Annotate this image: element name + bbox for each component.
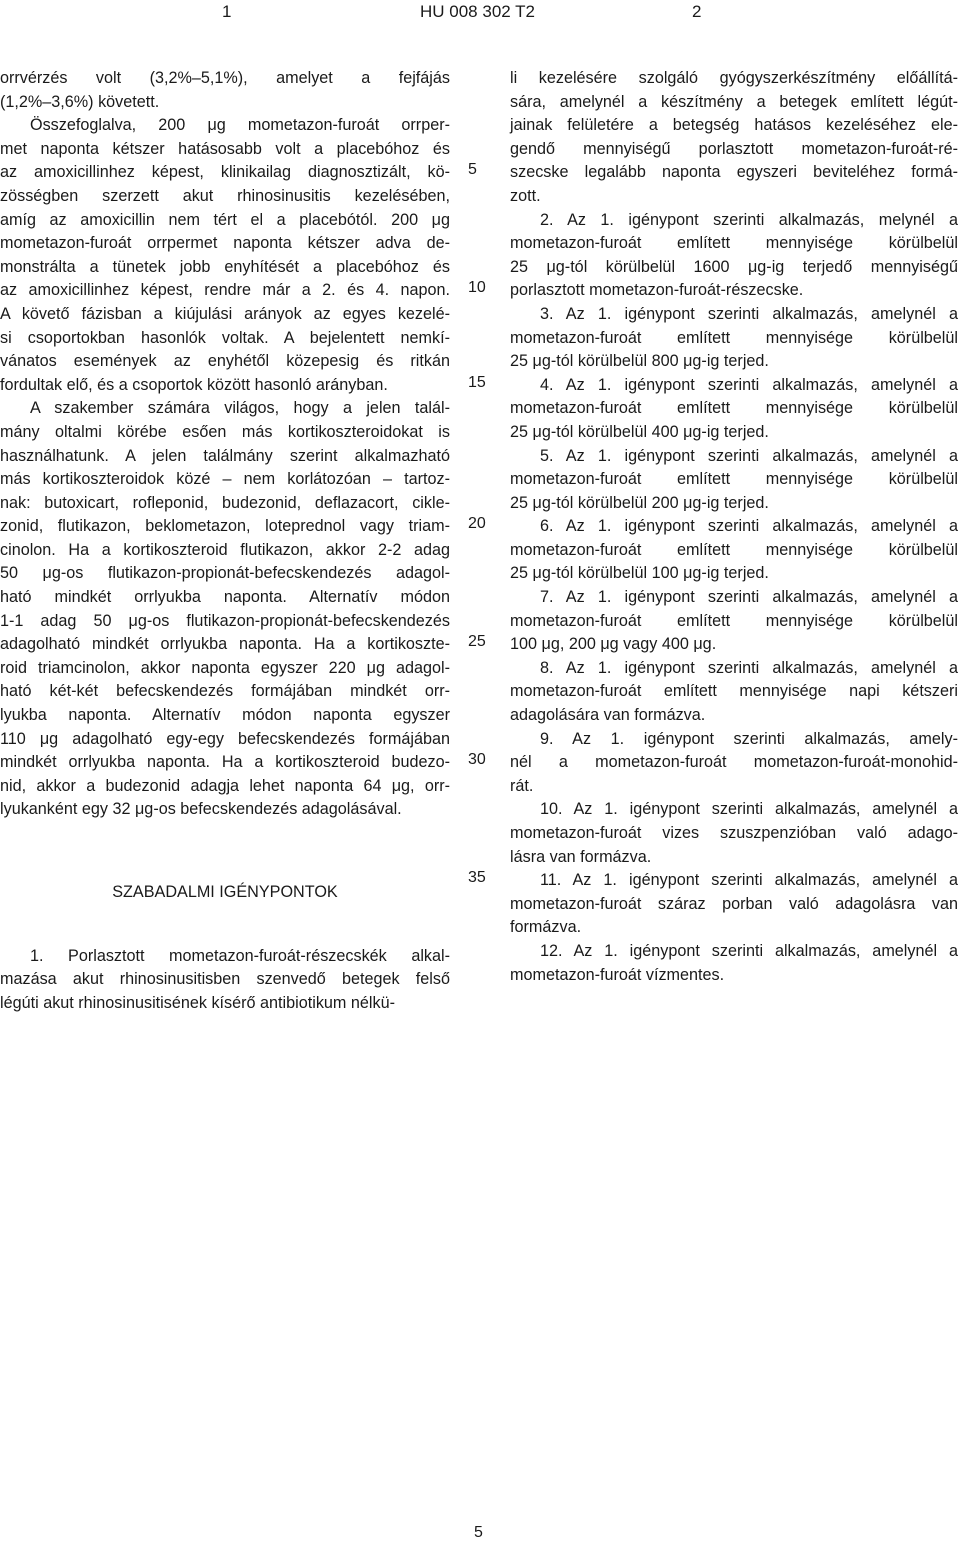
text-line: A követő fázisban a kiújulási arányok az egyes kezelé- xyxy=(0,304,450,323)
text-line: légúti akut rhinosinusitisének kísérő antibiotikum nélkü- xyxy=(0,993,395,1012)
text-line: zonid, flutikazon, beklometazon, loteprednol vagy triam- xyxy=(0,517,450,536)
claim-paragraph xyxy=(510,657,958,728)
text-line: 8. Az 1. igénypont szerinti alkalmazás, amelynél a xyxy=(540,658,958,677)
text-line: gendő mennyiségű porlasztott mometazon-furoát-ré- xyxy=(510,139,958,158)
line-number: 5 xyxy=(468,161,477,178)
right-column xyxy=(510,67,958,987)
text-line: 25 μg-tól körülbelül 1600 μg-ig terjedő mennyiségű xyxy=(510,257,958,276)
paragraph xyxy=(0,67,450,114)
text-line: nid, akkor a budezonid adagja lehet naponta 64 μg, orr- xyxy=(0,776,450,795)
text-line: 1. Porlasztott mometazon-furoát-részecskék alkal- xyxy=(30,946,450,965)
claim-paragraph xyxy=(510,445,958,516)
text-line: mometazon-furoát említett mennyisége körülbelül xyxy=(510,234,958,253)
text-line: nél a mometazon-furoát mometazon-furoát-monohid- xyxy=(510,753,958,772)
text-line: mindkét orrlyukba naponta. Ha a kortikoszteroid budezo- xyxy=(0,753,450,772)
text-line: ható mindkét orrlyukba naponta. Alternatív módon xyxy=(0,588,450,607)
text-line: mány oltalmi körébe esően más kortikoszteroidokat is xyxy=(0,422,450,441)
text-line: szecske legalább naponta egyszeri beviteléhez formá- xyxy=(510,163,958,182)
text-line: az amoxicillinhez képest, rendre már a 2. és 4. napon. xyxy=(0,281,450,300)
text-line: mometazon-furoát említett mennyisége körülbelül xyxy=(510,611,958,630)
text-line: más kortikoszteroidok közé – nem korlátozóan – tartoz- xyxy=(0,470,450,489)
line-number: 15 xyxy=(468,374,486,391)
text-line: mometazon-furoát említett mennyisége körülbelül xyxy=(510,470,958,489)
text-line: mazása akut rhinosinusitisben szenvedő betegek felső xyxy=(0,970,450,989)
text-line: mometazon-furoát említett mennyisége napi kétszeri xyxy=(510,682,958,701)
text-line: Összefoglalva, 200 μg mometazon-furoát orrper- xyxy=(30,116,450,135)
text-line: ható két-két befecskendezés formájában mindkét orr- xyxy=(0,682,450,701)
text-line: orrvérzés volt (3,2%–5,1%), amelyet a fejfájás xyxy=(0,69,450,87)
text-line: 3. Az 1. igénypont szerinti alkalmazás, amelynél a xyxy=(540,304,958,323)
text-line: 2. Az 1. igénypont szerinti alkalmazás, melynél a xyxy=(540,210,958,229)
claim-paragraph xyxy=(510,515,958,586)
text-line: 12. Az 1. igénypont szerinti alkalmazás, amelynél a xyxy=(540,941,958,960)
text-line: li kezelésére szolgáló gyógyszerkészítmény előállítá- xyxy=(510,69,958,87)
claim-paragraph xyxy=(510,798,958,869)
line-number: 20 xyxy=(468,515,486,532)
text-line: mometazon-furoát száraz porban való adagolásra van xyxy=(510,894,958,913)
line-number: 25 xyxy=(468,633,486,650)
text-line: 25 μg-tól körülbelül 800 μg-ig terjed. xyxy=(510,352,769,371)
text-line: 5. Az 1. igénypont szerinti alkalmazás, amelynél a xyxy=(540,446,958,465)
text-line: adagolására van formázva. xyxy=(510,706,706,725)
text-line: mometazon-furoát vizes szuszpenzióban való adago- xyxy=(510,824,958,842)
text-line: met naponta kétszer hatásosabb volt a placebóhoz és xyxy=(0,139,450,158)
header-patent-number: HU 008 302 T2 xyxy=(420,2,535,21)
claim-paragraph xyxy=(510,374,958,445)
text-line: 1-1 adag 50 μg-os flutikazon-propionát-befecskendezés xyxy=(0,611,450,630)
text-line: 4. Az 1. igénypont szerinti alkalmazás, amelynél a xyxy=(540,375,958,394)
claim-paragraph xyxy=(510,209,958,303)
claim-1 xyxy=(0,945,450,1016)
text-line: lásra van formázva. xyxy=(510,847,652,866)
text-line: adagolható mindkét orrlyukba naponta. Ha a kortikoszte- xyxy=(0,635,450,654)
text-line: zott. xyxy=(510,186,541,205)
claim-paragraph xyxy=(510,303,958,374)
text-line: 25 μg-tól körülbelül 400 μg-ig terjed. xyxy=(510,422,769,441)
text-line: 9. Az 1. igénypont szerinti alkalmazás, amely- xyxy=(540,729,958,748)
text-line: mometazon-furoát említett mennyisége körülbelül xyxy=(510,328,958,347)
text-line: jainak felületére a betegség hatásos kezeléséhez ele- xyxy=(510,116,958,135)
text-line: porlasztott mometazon-furoát-részecske. xyxy=(510,281,804,300)
text-line: 7. Az 1. igénypont szerinti alkalmazás, amelynél a xyxy=(540,588,958,607)
text-line: roid triamcinolon, akkor naponta egyszer 220 μg adagol- xyxy=(0,658,450,677)
line-number: 30 xyxy=(468,751,486,768)
claim-paragraph xyxy=(510,586,958,657)
text-line: zösségben szerzett akut rhinosinusitis kezelésében, xyxy=(0,186,450,205)
text-line: (1,2%–3,6%) követett. xyxy=(0,92,160,111)
claim-paragraph xyxy=(510,67,958,209)
text-line: nak: butoxicart, rofleponid, budezonid, deflazacort, cikle- xyxy=(0,493,450,512)
section-title: SZABADALMI IGÉNYPONTOK xyxy=(112,883,338,901)
text-line: mometazon-furoát említett mennyisége körülbelül xyxy=(510,399,958,418)
text-line: monstrálta a tünetek jobb enyhítését a placebóhoz és xyxy=(0,257,450,276)
header-page-left: 1 xyxy=(222,2,232,21)
text-line: lyukanként egy 32 μg-os befecskendezés adagolásával. xyxy=(0,800,402,819)
text-line: si csoportokban hasonlók voltak. A bejelentett nemkí- xyxy=(0,328,450,347)
text-line: 11. Az 1. igénypont szerinti alkalmazás, amelynél a xyxy=(540,871,958,890)
line-number: 10 xyxy=(468,279,486,296)
text-line: 25 μg-tól körülbelül 100 μg-ig terjed. xyxy=(510,564,769,583)
text-line: lyukba naponta. Alternatív módon naponta egyszer xyxy=(0,706,450,725)
claim-paragraph xyxy=(510,869,958,940)
header-page-right: 2 xyxy=(692,2,702,21)
paragraph xyxy=(0,397,450,822)
text-line: cinolon. Ha a kortikoszteroid flutikazon, akkor 2-2 adag xyxy=(0,540,450,559)
text-line: fordultak elő, és a csoportok között hasonló arányban. xyxy=(0,375,388,394)
text-line: sára, amelynél a készítmény a betegek említett légút- xyxy=(510,92,958,111)
page-number: 5 xyxy=(474,1524,483,1541)
text-line: 10. Az 1. igénypont szerinti alkalmazás, amelynél a xyxy=(540,800,958,819)
claim-paragraph xyxy=(510,940,958,987)
text-line: 50 μg-os flutikazon-propionát-befecskendezés adagol- xyxy=(0,564,450,583)
left-column xyxy=(0,67,450,1015)
text-line: amíg az amoxicillin nem tért el a placebótól. 200 μg xyxy=(0,210,450,229)
text-line: 25 μg-tól körülbelül 200 μg-ig terjed. xyxy=(510,493,769,512)
text-line: 100 μg, 200 μg vagy 400 μg. xyxy=(510,635,717,654)
text-line: mometazon-furoát vízmentes. xyxy=(510,965,725,984)
claim-paragraph xyxy=(510,728,958,799)
line-number: 35 xyxy=(468,869,486,886)
text-line: 6. Az 1. igénypont szerinti alkalmazás, amelynél a xyxy=(540,517,958,536)
text-line: az amoxicillinhez képest, klinikailag diagnosztizált, kö- xyxy=(0,163,450,182)
text-line: formázva. xyxy=(510,918,582,937)
text-line: A szakember számára világos, hogy a jelen talál- xyxy=(30,399,450,418)
text-line: 110 μg adagolható egy-egy befecskendezés formájában xyxy=(0,729,450,748)
text-line: mometazon-furoát orrpermet naponta kétszer adva de- xyxy=(0,234,450,253)
paragraph xyxy=(0,114,450,397)
text-line: rát. xyxy=(510,776,534,795)
text-line: használhatunk. A jelen találmány szerint alkalmazható xyxy=(0,446,450,465)
text-line: mometazon-furoát említett mennyisége körülbelül xyxy=(510,540,958,559)
text-line: vánatos események az enyhétől közepesig és ritkán xyxy=(0,352,450,371)
